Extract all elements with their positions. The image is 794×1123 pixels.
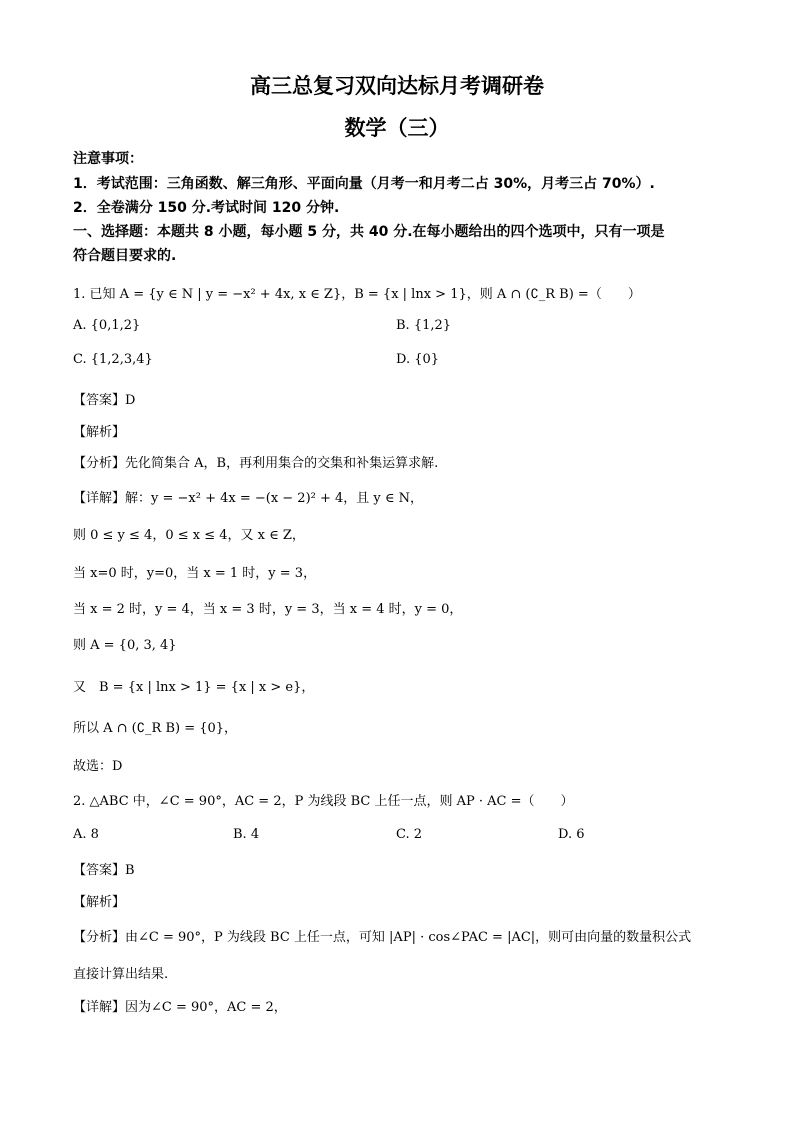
q1-option-c: C. {1,2,3,4} bbox=[73, 352, 153, 367]
q2-analysis-1: 【分析】由∠C = 90°，P 为线段 BC 上任一点，可知 |AP| · cos∠PAC = |AC|，则可由向量的数量积公式 bbox=[73, 930, 692, 945]
section-instruction-1: 一、选择题：本题共 8 小题，每小题 5 分，共 40 分.在每小题给出的四个选项中，只有一项是 bbox=[73, 224, 665, 240]
q2-option-c: C. 2 bbox=[396, 827, 423, 842]
q2-detail-1: 【详解】因为∠C = 90°，AC = 2， bbox=[73, 1000, 287, 1015]
q1-detail-1: 【详解】解：y = −x² + 4x = −(x − 2)² + 4，且 y ∈ N， bbox=[73, 491, 424, 506]
q1-detail-4: 当 x = 2 时，y = 4，当 x = 3 时，y = 3，当 x = 4 时，y = 0， bbox=[73, 602, 463, 617]
q1-conclusion: 故选：D bbox=[73, 759, 123, 774]
q2-option-d: D. 6 bbox=[558, 827, 585, 842]
q1-option-b: B. {1,2} bbox=[396, 318, 452, 333]
exam-subtitle: 数学（三） bbox=[344, 116, 450, 140]
q1-detail-2: 则 0 ≤ y ≤ 4，0 ≤ x ≤ 4，又 x ∈ Z， bbox=[73, 528, 305, 543]
q1-analysis: 【分析】先化简集合 A，B，再利用集合的交集和补集运算求解. bbox=[73, 456, 439, 471]
exam-title: 高三总复习双向达标月考调研卷 bbox=[250, 74, 544, 98]
q1-analysis-tag: 【解析】 bbox=[73, 425, 126, 440]
notice-item-1: 1．考试范围：三角函数、解三角形、平面向量（月考一和月考二占 30%，月考三占 70%）. bbox=[73, 176, 655, 192]
notice-heading: 注意事项： bbox=[73, 151, 143, 167]
q2-analysis-tag: 【解析】 bbox=[73, 895, 126, 910]
q1-detail-6: 又 B = {x | lnx > 1} = {x | x > e}， bbox=[73, 680, 315, 695]
q1-detail-3: 当 x=0 时，y=0，当 x = 1 时，y = 3， bbox=[73, 566, 317, 581]
notice-item-2: 2．全卷满分 150 分.考试时间 120 分钟. bbox=[73, 200, 340, 216]
q2-answer: 【答案】B bbox=[73, 863, 135, 878]
q1-answer: 【答案】D bbox=[73, 393, 136, 408]
q1-option-d: D. {0} bbox=[396, 352, 440, 367]
q1-detail-5: 则 A = {0, 3, 4} bbox=[73, 638, 177, 653]
section-instruction-2: 符合题目要求的. bbox=[73, 248, 177, 264]
question-2-stem: 2. △ABC 中，∠C = 90°，AC = 2，P 为线段 BC 上任一点，则 AP · AC =（ ） bbox=[73, 794, 574, 809]
q2-analysis-2: 直接计算出结果. bbox=[73, 967, 169, 982]
q1-detail-7: 所以 A ∩ (∁_R B) = {0}， bbox=[73, 721, 238, 736]
q2-option-b: B. 4 bbox=[233, 827, 260, 842]
question-1-stem: 1. 已知 A = {y ∈ N | y = −x² + 4x, x ∈ Z}，B = {x | lnx > 1}，则 A ∩ (∁_R B) =（ ） bbox=[73, 287, 641, 302]
q2-option-a: A. 8 bbox=[73, 827, 99, 842]
q1-option-a: A. {0,1,2} bbox=[73, 318, 141, 333]
